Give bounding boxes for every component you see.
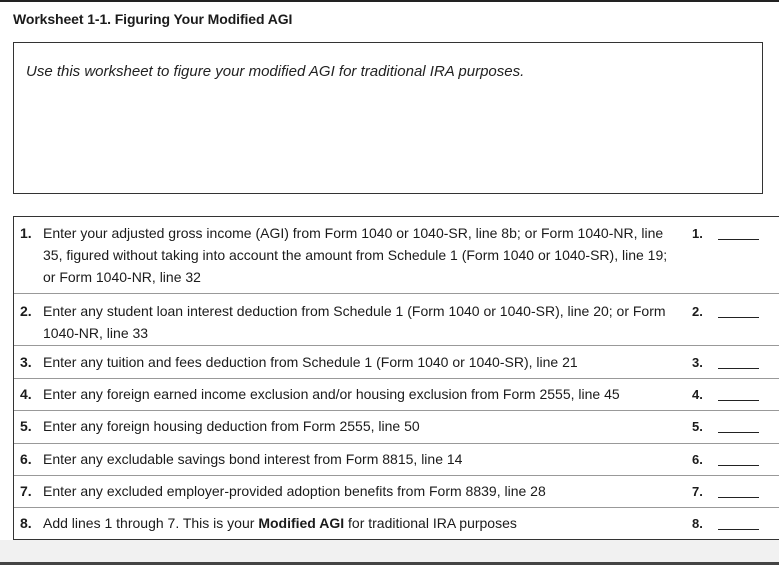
line-text: Enter any student loan interest deduction from Schedule 1 (Form 1040 or 1040-SR), line 20; or Form 1040-NR, line 33 (43, 303, 666, 341)
modified-agi-label: Modified AGI (258, 515, 345, 531)
line-text: Enter any excludable savings bond interest from Form 8815, line 14 (43, 451, 463, 467)
line-text: Enter any foreign housing deduction from Form 2555, line 50 (43, 418, 420, 434)
worksheet-lines-table (13, 216, 779, 540)
line-amount-field[interactable] (718, 239, 759, 240)
line-text: Enter any excluded employer-provided adoption benefits from Form 8839, line 28 (43, 483, 546, 499)
line-text-start: Add lines 1 through 7. This is your (43, 515, 259, 531)
line-label: 5. (692, 419, 703, 434)
worksheet-title: Worksheet 1-1. Figuring Your Modified AGI (13, 11, 293, 27)
line-label: 8. (692, 516, 703, 531)
line-number: 6. (20, 451, 32, 467)
line-amount-field[interactable] (718, 497, 759, 498)
line-text: Enter any tuition and fees deduction from Schedule 1 (Form 1040 or 1040-SR), line 21 (43, 354, 578, 370)
line-number: 3. (20, 354, 32, 370)
line-amount-field[interactable] (718, 317, 759, 318)
worksheet-line-3 (14, 345, 779, 378)
worksheet-line-4 (14, 378, 779, 410)
line-number: 5. (20, 418, 32, 434)
worksheet-line-7 (14, 475, 779, 507)
line-label: 1. (692, 226, 703, 241)
line-label: 2. (692, 304, 703, 319)
line-amount-field[interactable] (718, 368, 759, 369)
line-text: Enter any foreign earned income exclusion and/or housing exclusion from Form 2555, line 45 (43, 386, 620, 402)
instruction-text: Use this worksheet to figure your modified AGI for traditional IRA purposes. (26, 63, 525, 80)
line-number: 1. (20, 225, 32, 241)
line-amount-field[interactable] (718, 400, 759, 401)
line-number: 8. (20, 515, 32, 531)
line-label: 3. (692, 355, 703, 370)
line-label: 7. (692, 484, 703, 499)
worksheet-line-2 (14, 293, 779, 345)
line-amount-field[interactable] (718, 529, 759, 530)
worksheet-line-8 (14, 507, 779, 539)
worksheet-line-6 (14, 443, 779, 475)
line-text (43, 512, 668, 534)
line-label: 4. (692, 387, 703, 402)
line-number: 7. (20, 483, 32, 499)
line-amount-field[interactable] (718, 432, 759, 433)
worksheet-line-5 (14, 410, 779, 443)
top-rule (0, 0, 779, 2)
line-label: 6. (692, 452, 703, 467)
worksheet-line-1 (14, 217, 779, 293)
line-text: Enter your adjusted gross income (AGI) from Form 1040 or 1040-SR, line 8b; or Form 1040-NR, line 35, figured without taking into account the amount from Schedule 1 (Form 1040 or 1040-SR), line 19; or Form 1040-NR, line 32 (43, 225, 668, 285)
line-number: 2. (20, 303, 32, 319)
line-number: 4. (20, 386, 32, 402)
line-text-end: for traditional IRA purposes (344, 515, 517, 531)
line-amount-field[interactable] (718, 465, 759, 466)
